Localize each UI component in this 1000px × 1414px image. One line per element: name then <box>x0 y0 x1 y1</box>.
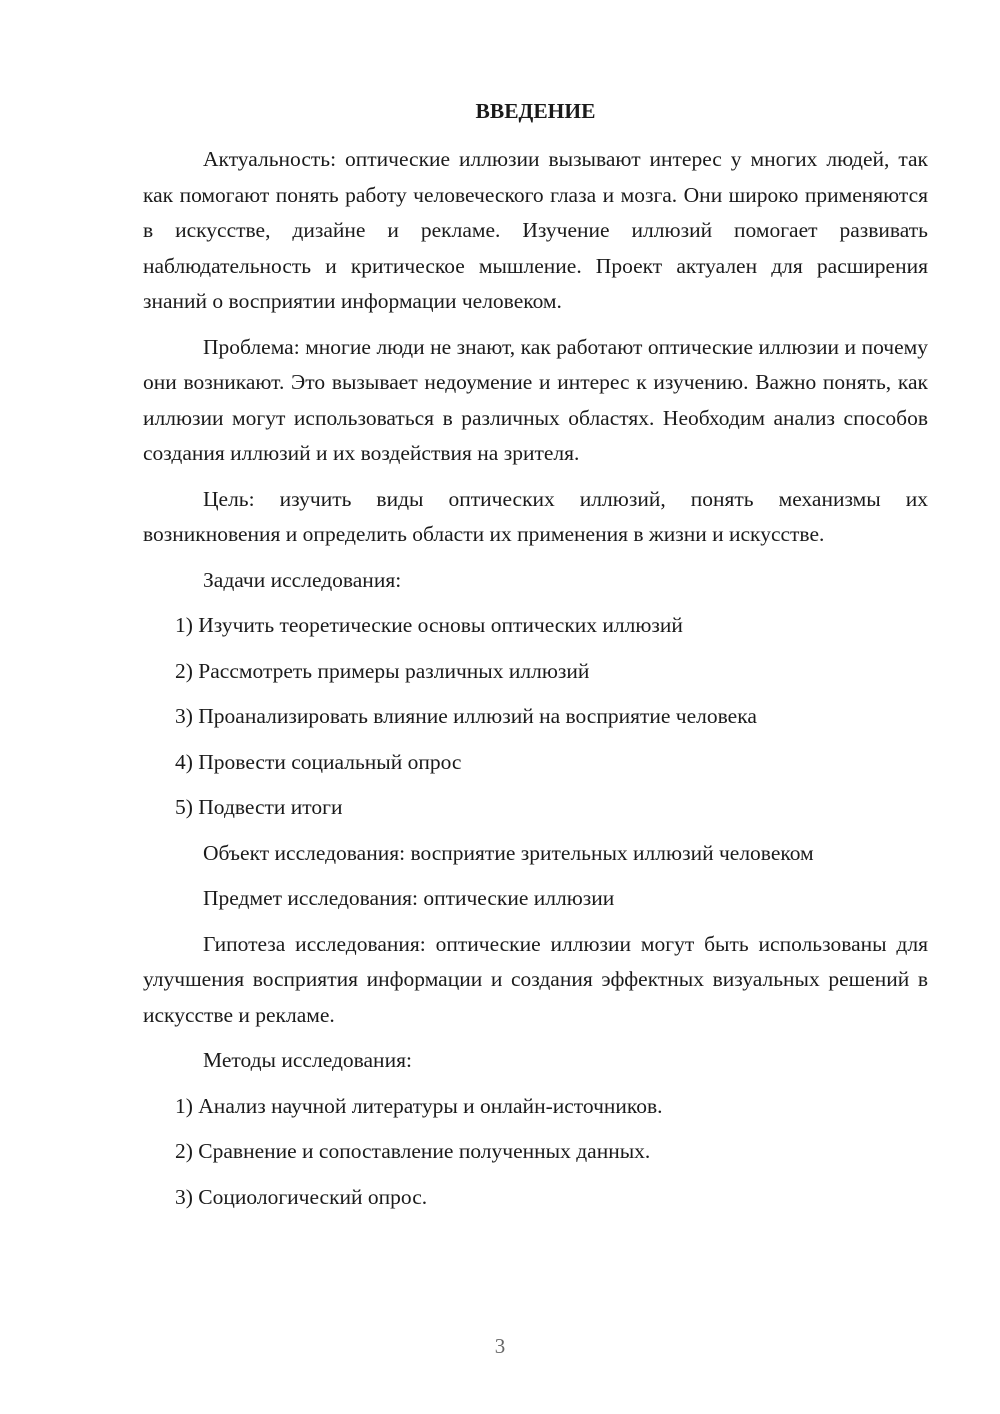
research-subject: Предмет исследования: оптические иллюзии <box>203 886 615 910</box>
method-item: 1) Анализ научной литературы и онлайн-источников. <box>175 1093 663 1118</box>
methods-heading: Методы исследования: <box>203 1048 412 1072</box>
task-item: 1) Изучить теоретические основы оптических иллюзий <box>175 613 683 637</box>
methods-list <box>143 1089 928 1216</box>
document-page <box>143 96 928 1225</box>
task-item: 3) Проанализировать влияние иллюзий на восприятие человека <box>175 704 757 728</box>
task-item: 5) Подвести итоги <box>175 795 343 819</box>
research-object: Объект исследования: восприятие зрительных иллюзий человеком <box>203 840 814 865</box>
tasks-heading: Задачи исследования: <box>203 567 402 592</box>
goal-paragraph: Цель: изучить виды оптических иллюзий, понять механизмы их возникновения и определить области их применения в жизни и искусстве. <box>143 486 928 546</box>
task-item: 4) Провести социальный опрос <box>175 749 462 774</box>
relevance-paragraph: Актуальность: оптические иллюзии вызывают интерес у многих людей, так как помогают понять работу человеческого глаза и мозга. Они широко применяются в искусстве, дизайне и рекламе. Изучение иллюзий помогает развивать наблюдательность и критическое мышление. Проект актуален для расширения знаний о восприятии информации человеком. <box>143 147 928 313</box>
method-item: 2) Сравнение и сопоставление полученных данных. <box>175 1139 651 1163</box>
method-item: 3) Социологический опрос. <box>175 1184 428 1209</box>
task-item: 2) Рассмотреть примеры различных иллюзий <box>175 658 590 683</box>
page-number: 3 <box>494 1334 506 1358</box>
section-title: ВВЕДЕНИЕ <box>475 99 596 123</box>
hypothesis-paragraph: Гипотеза исследования: оптические иллюзии могут быть использованы для улучшения восприятия информации и создания эффектных визуальных решений в искусстве и рекламе. <box>143 931 928 1027</box>
problem-paragraph: Проблема: многие люди не знают, как работают оптические иллюзии и почему они возникают. Это вызывает недоумение и интерес к изучению. Важно понять, как иллюзии могут использоваться в различных областях. Необходим анализ способов создания иллюзий и их воздействия на зрителя. <box>143 334 928 465</box>
tasks-list <box>143 608 928 826</box>
